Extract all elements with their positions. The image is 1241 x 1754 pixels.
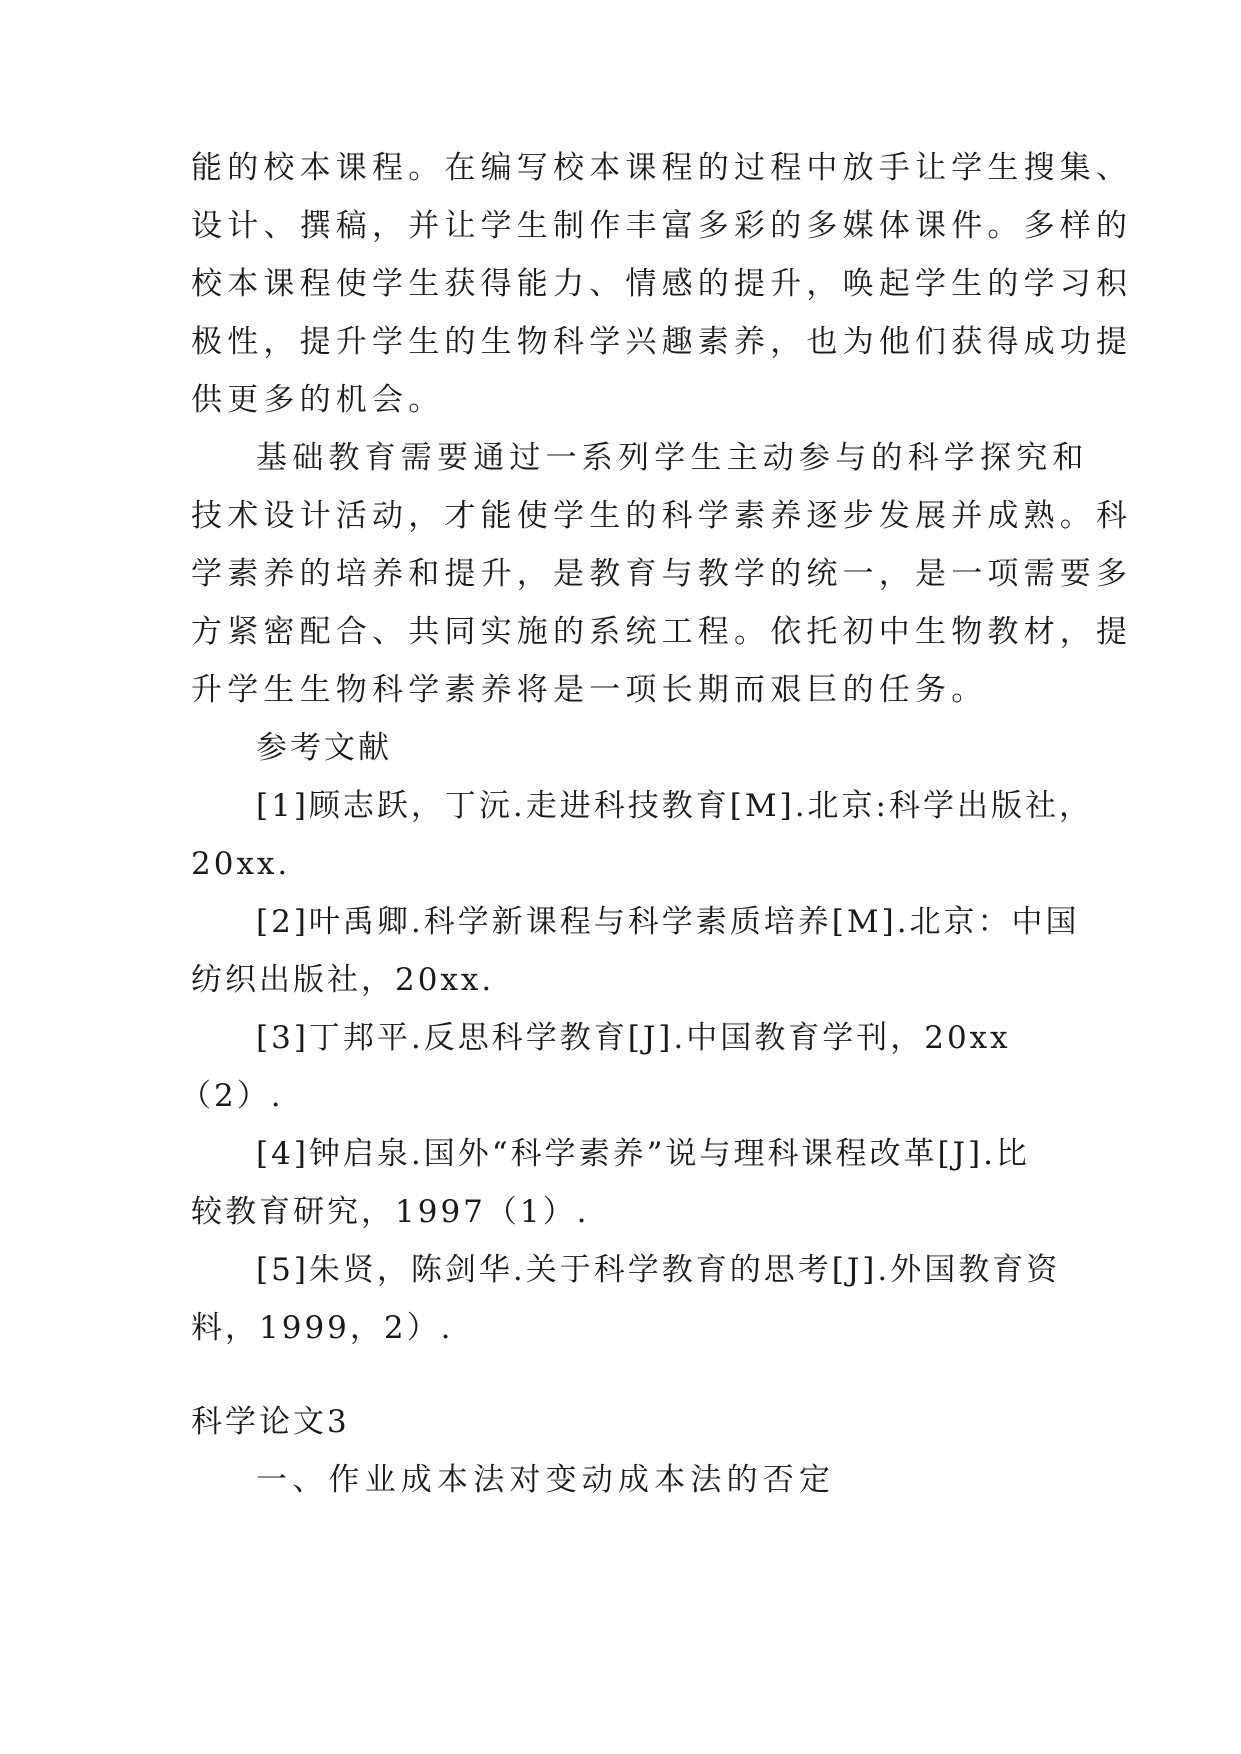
paragraph-2-line-2: 技术设计活动，才能使学生的科学素养逐步发展并成熟。科 [191, 498, 1133, 534]
paragraph-1-line-3: 校本课程使学生获得能力、情感的提升，唤起学生的学习积 [191, 266, 1133, 302]
paragraph-2-line-3: 学素养的培养和提升，是教育与教学的统一，是一项需要多 [191, 556, 1133, 592]
paragraph-2-line-4: 方紧密配合、共同实施的系统工程。依托初中生物教材，提 [191, 614, 1133, 650]
reference-5-line-2: 料，1999，2）. [191, 1310, 454, 1346]
paragraph-2-line-5: 升学生生物科学素养将是一项长期而艰巨的任务。 [191, 672, 988, 708]
section-title: 科学论文3 [191, 1404, 350, 1440]
paragraph-1-line-1: 能的校本课程。在编写校本课程的过程中放手让学生搜集、 [191, 150, 1133, 186]
references-heading: 参考文献 [256, 730, 392, 766]
reference-2-line-2: 纺织出版社，20xx. [191, 962, 495, 998]
section-subheading: 一、作业成本法对变动成本法的否定 [256, 1462, 836, 1498]
reference-3-line-2: （2）. [180, 1078, 284, 1114]
reference-3-line-1: [3]丁邦平.反思科学教育[J].中国教育学刊，20xx [256, 1020, 1011, 1056]
reference-4-line-2: 较教育研究，1997（1）. [191, 1194, 590, 1230]
reference-2-line-1: [2]叶禹卿.科学新课程与科学素质培养[M].北京：中国 [256, 904, 1080, 940]
paragraph-1-line-2: 设计、撰稿，并让学生制作丰富多彩的多媒体课件。多样的 [191, 208, 1133, 244]
paragraph-1-line-4: 极性，提升学生的生物科学兴趣素养，也为他们获得成功提 [191, 324, 1133, 360]
paragraph-2-line-1: 基础教育需要通过一系列学生主动参与的科学探究和 [256, 440, 1089, 476]
reference-1-line-2: 20xx. [191, 846, 291, 882]
reference-1-line-1: [1]顾志跃，丁沅.走进科技教育[M].北京:科学出版社， [256, 788, 1093, 824]
reference-4-line-1: [4]钟启泉.国外“科学素养”说与理科课程改革[J].比 [256, 1136, 1030, 1172]
paragraph-1-line-5: 供更多的机会。 [191, 382, 445, 418]
reference-5-line-1: [5]朱贤，陈剑华.关于科学教育的思考[J].外国教育资 [256, 1252, 1061, 1288]
